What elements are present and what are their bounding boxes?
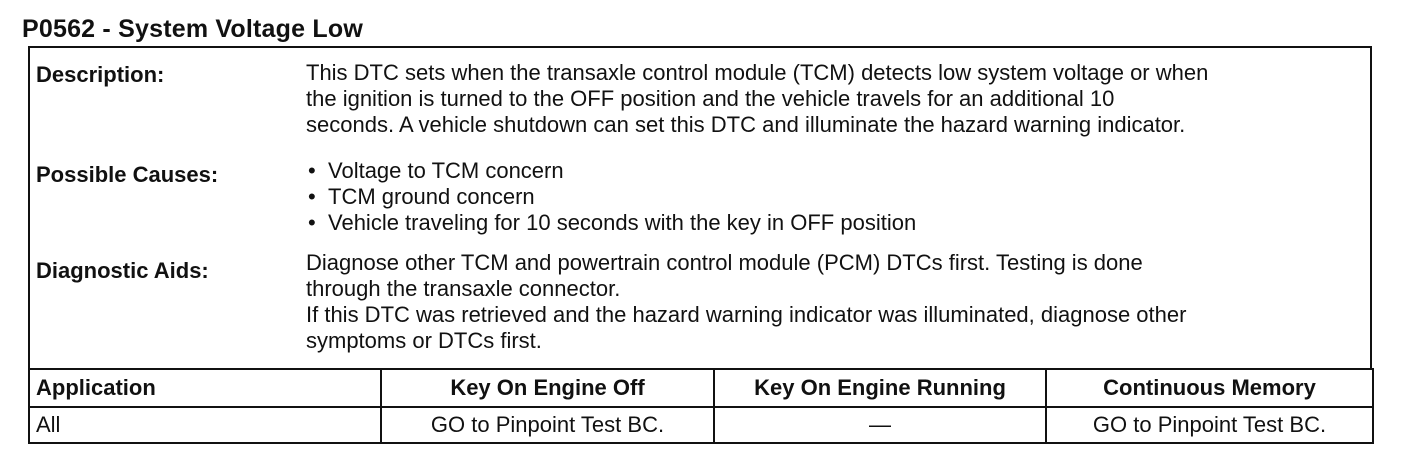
column-header-key-on-engine-running: Key On Engine Running <box>714 369 1046 407</box>
cause-text: Voltage to TCM concern <box>328 158 564 183</box>
description-line: the ignition is turned to the OFF position and the vehicle travels for an additional 10 <box>306 86 1115 111</box>
possible-causes-label: Possible Causes: <box>36 162 219 187</box>
table-row <box>29 407 1373 443</box>
list-item <box>306 184 1366 210</box>
column-header-continuous-memory: Continuous Memory <box>1046 369 1373 407</box>
description-line: seconds. A vehicle shutdown can set this DTC and illuminate the hazard warning indicator. <box>306 112 1186 137</box>
diagnostic-aids-label: Diagnostic Aids: <box>36 258 209 283</box>
cause-text: Vehicle traveling for 10 seconds with the key in OFF position <box>328 210 917 235</box>
table-cell-application: All <box>29 407 381 443</box>
bullet-icon: • <box>308 184 316 209</box>
application-table <box>28 368 1374 444</box>
cause-text: TCM ground concern <box>328 184 535 209</box>
diagnostic-aids-text <box>306 250 1366 354</box>
table-cell-continuous-memory: GO to Pinpoint Test BC. <box>1046 407 1373 443</box>
description-line: This DTC sets when the transaxle control module (TCM) detects low system voltage or when <box>306 60 1209 85</box>
list-item <box>306 210 1366 236</box>
dtc-info-box <box>28 46 1372 368</box>
list-item <box>306 158 1366 184</box>
table-header-row <box>29 369 1373 407</box>
column-header-key-on-engine-off: Key On Engine Off <box>381 369 714 407</box>
description-text <box>306 60 1366 138</box>
possible-causes-list <box>306 158 1366 236</box>
diagnostic-aids-line: through the transaxle connector. <box>306 276 621 301</box>
bullet-icon: • <box>308 210 316 235</box>
table-cell-koer: — <box>714 407 1046 443</box>
bullet-icon: • <box>308 158 316 183</box>
diagnostic-aids-line: symptoms or DTCs first. <box>306 328 542 353</box>
table-cell-koeo: GO to Pinpoint Test BC. <box>381 407 714 443</box>
diagnostic-aids-line: Diagnose other TCM and powertrain control module (PCM) DTCs first. Testing is done <box>306 250 1143 275</box>
page-title: P0562 - System Voltage Low <box>22 15 363 43</box>
column-header-application: Application <box>29 369 381 407</box>
diagnostic-aids-line: If this DTC was retrieved and the hazard warning indicator was illuminated, diagnose other <box>306 302 1187 327</box>
description-label: Description: <box>36 62 165 87</box>
